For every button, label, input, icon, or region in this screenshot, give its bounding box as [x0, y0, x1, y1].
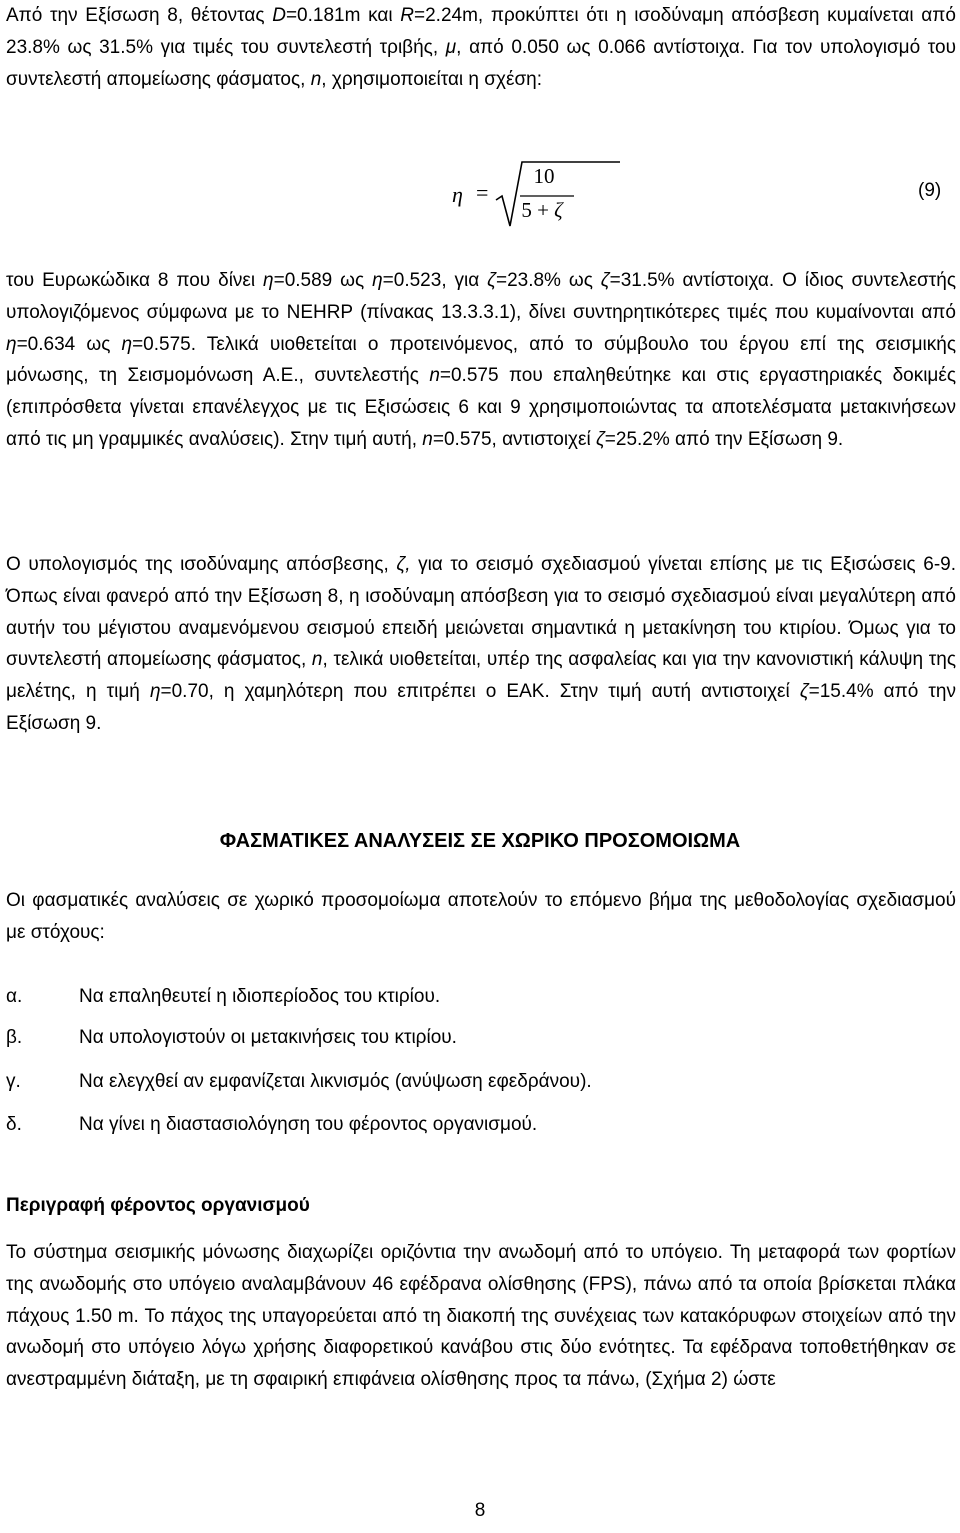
- equation-9: [452, 160, 592, 232]
- equation-lhs: η: [452, 182, 463, 207]
- list-item: δ. Να γίνει η διαστασιολόγηση του φέροντος οργανισμού.: [6, 1114, 538, 1135]
- list-item: β. Να υπολογιστούν οι μετακινήσεις του κτιρίου.: [6, 1027, 457, 1048]
- page-number: 8: [474, 1500, 486, 1521]
- section-heading: ΦΑΣΜΑΤΙΚΕΣ ΑΝΑΛΥΣΕΙΣ ΣΕ ΧΩΡΙΚΟ ΠΡΟΣΟΜΟΙΩΜΑ: [219, 830, 741, 852]
- subsection-heading: Περιγραφή φέροντος οργανισμού: [6, 1195, 310, 1216]
- equation-number: (9): [918, 180, 942, 201]
- equation-equals: =: [476, 180, 489, 205]
- paragraph-damping-intro: Από την Εξίσωση 8, θέτοντας D=0.181m και R=2.24m, προκύπτει ότι η ισοδύναμη απόσβεση κυμαίνεται από 23.8% ως 31.5% για τιμές του συντελεστή τριβής, μ, από 0.050 ως 0.066 αντίστοιχα. Για τον υπολογισμό του συντελεστή απομείωσης φάσματος, n, χρησιμοποιείται η σχέση:: [6, 5, 957, 90]
- list-item: γ. Να ελεγχθεί αν εμφανίζεται λικνισμός (ανύψωση εφεδράνου).: [6, 1071, 592, 1092]
- paragraph-spectral-goals: Οι φασματικές αναλύσεις σε χωρικό προσομοίωμα αποτελούν το επόμενο βήμα της μεθοδολογίας σχεδιασμού με στόχους:: [6, 890, 956, 943]
- equation-numerator: 10: [533, 164, 555, 188]
- paragraph-structural-system: Το σύστημα σεισμικής μόνωσης διαχωρίζει οριζόντια την ανωδομή από το υπόγειο. Τη μεταφορά των φορτίων της ανωδομής στο υπόγειο αναλαμβάνουν 46 εφέδρανα ολίσθησης (FPS), πάνω από τα οποία βρίσκεται πλάκα πάχους 1.50 m. Το πάχος της υπαγορεύεται από τη διακοπή της συνέχειας των κατακόρυφων στοιχείων από την ανωδομή στο υπόγειο λόγω χρήσης διαφορετικού κανάβου στις δύο ενότητες. Τα εφέδρανα τοποθετήθηκαν σε ανεστραμμένη διάταξη, με τη σφαιρική επιφάνεια ολίσθησης προς τα πάνω, (Σχήμα 2) ώστε: [6, 1242, 956, 1391]
- paragraph-reduction-factor: του Ευρωκώδικα 8 που δίνει η=0.589 ως η=0.523, για ζ=23.8% ως ζ=31.5% αντίστοιχα. Ο ίδιος συντελεστής υπολογιζόμενος σύμφωνα με το NEHRP (πίνακας 13.3.3.1), δίνει συντηρητικότερες τιμές που κυμαίνονται από η=0.634 ως η=0.575. Τελικά υιοθετείται ο προτεινόμενος, από το σύμβουλο του έργου επί της σεισμικής μόνωσης, τη Σεισμομόνωση Α.Ε., συντελεστής n=0.575 που επαληθεύτηκε και στις εργαστηριακές δοκιμές (επιπρόσθετα γίνεται επανέλεγχος με τις Εξισώσεις 6 και 9 χρησιμοποιώντας τα αποτελέσματα μετακινήσεων από τις μη γραμμικές αναλύσεις). Στην τιμή αυτή, n=0.575, αντιστοιχεί ζ=25.2% από την Εξίσωση 9.: [6, 270, 957, 450]
- paragraph-design-earthquake: Ο υπολογισμός της ισοδύναμης απόσβεσης, ζ, για το σεισμό σχεδιασμού γίνεται επίσης με τις Εξισώσεις 6-9. Όπως είναι φανερό από την Εξίσωση 8, η ισοδύναμη απόσβεση για το σεισμό σχεδιασμού είναι μεγαλύτερη από αυτήν του μέγιστου αναμενόμενου σεισμού επειδή μειώνεται σημαντικά η μετακίνηση του κτιρίου. Όμως για το συντελεστή απομείωσης φάσματος, n, τελικά υιοθετείται, υπέρ της ασφαλείας και για την κανονιστική κάλυψη της μελέτης, η τιμή η=0.70, η χαμηλότερη που επιτρέπει ο ΕΑΚ. Στην τιμή αυτή αντιστοιχεί ζ=15.4% από την Εξίσωση 9.: [6, 554, 957, 734]
- list-item: α. Να επαληθευτεί η ιδιοπερίοδος του κτιρίου.: [6, 986, 441, 1007]
- equation-denominator: 5 + ζ: [521, 198, 563, 222]
